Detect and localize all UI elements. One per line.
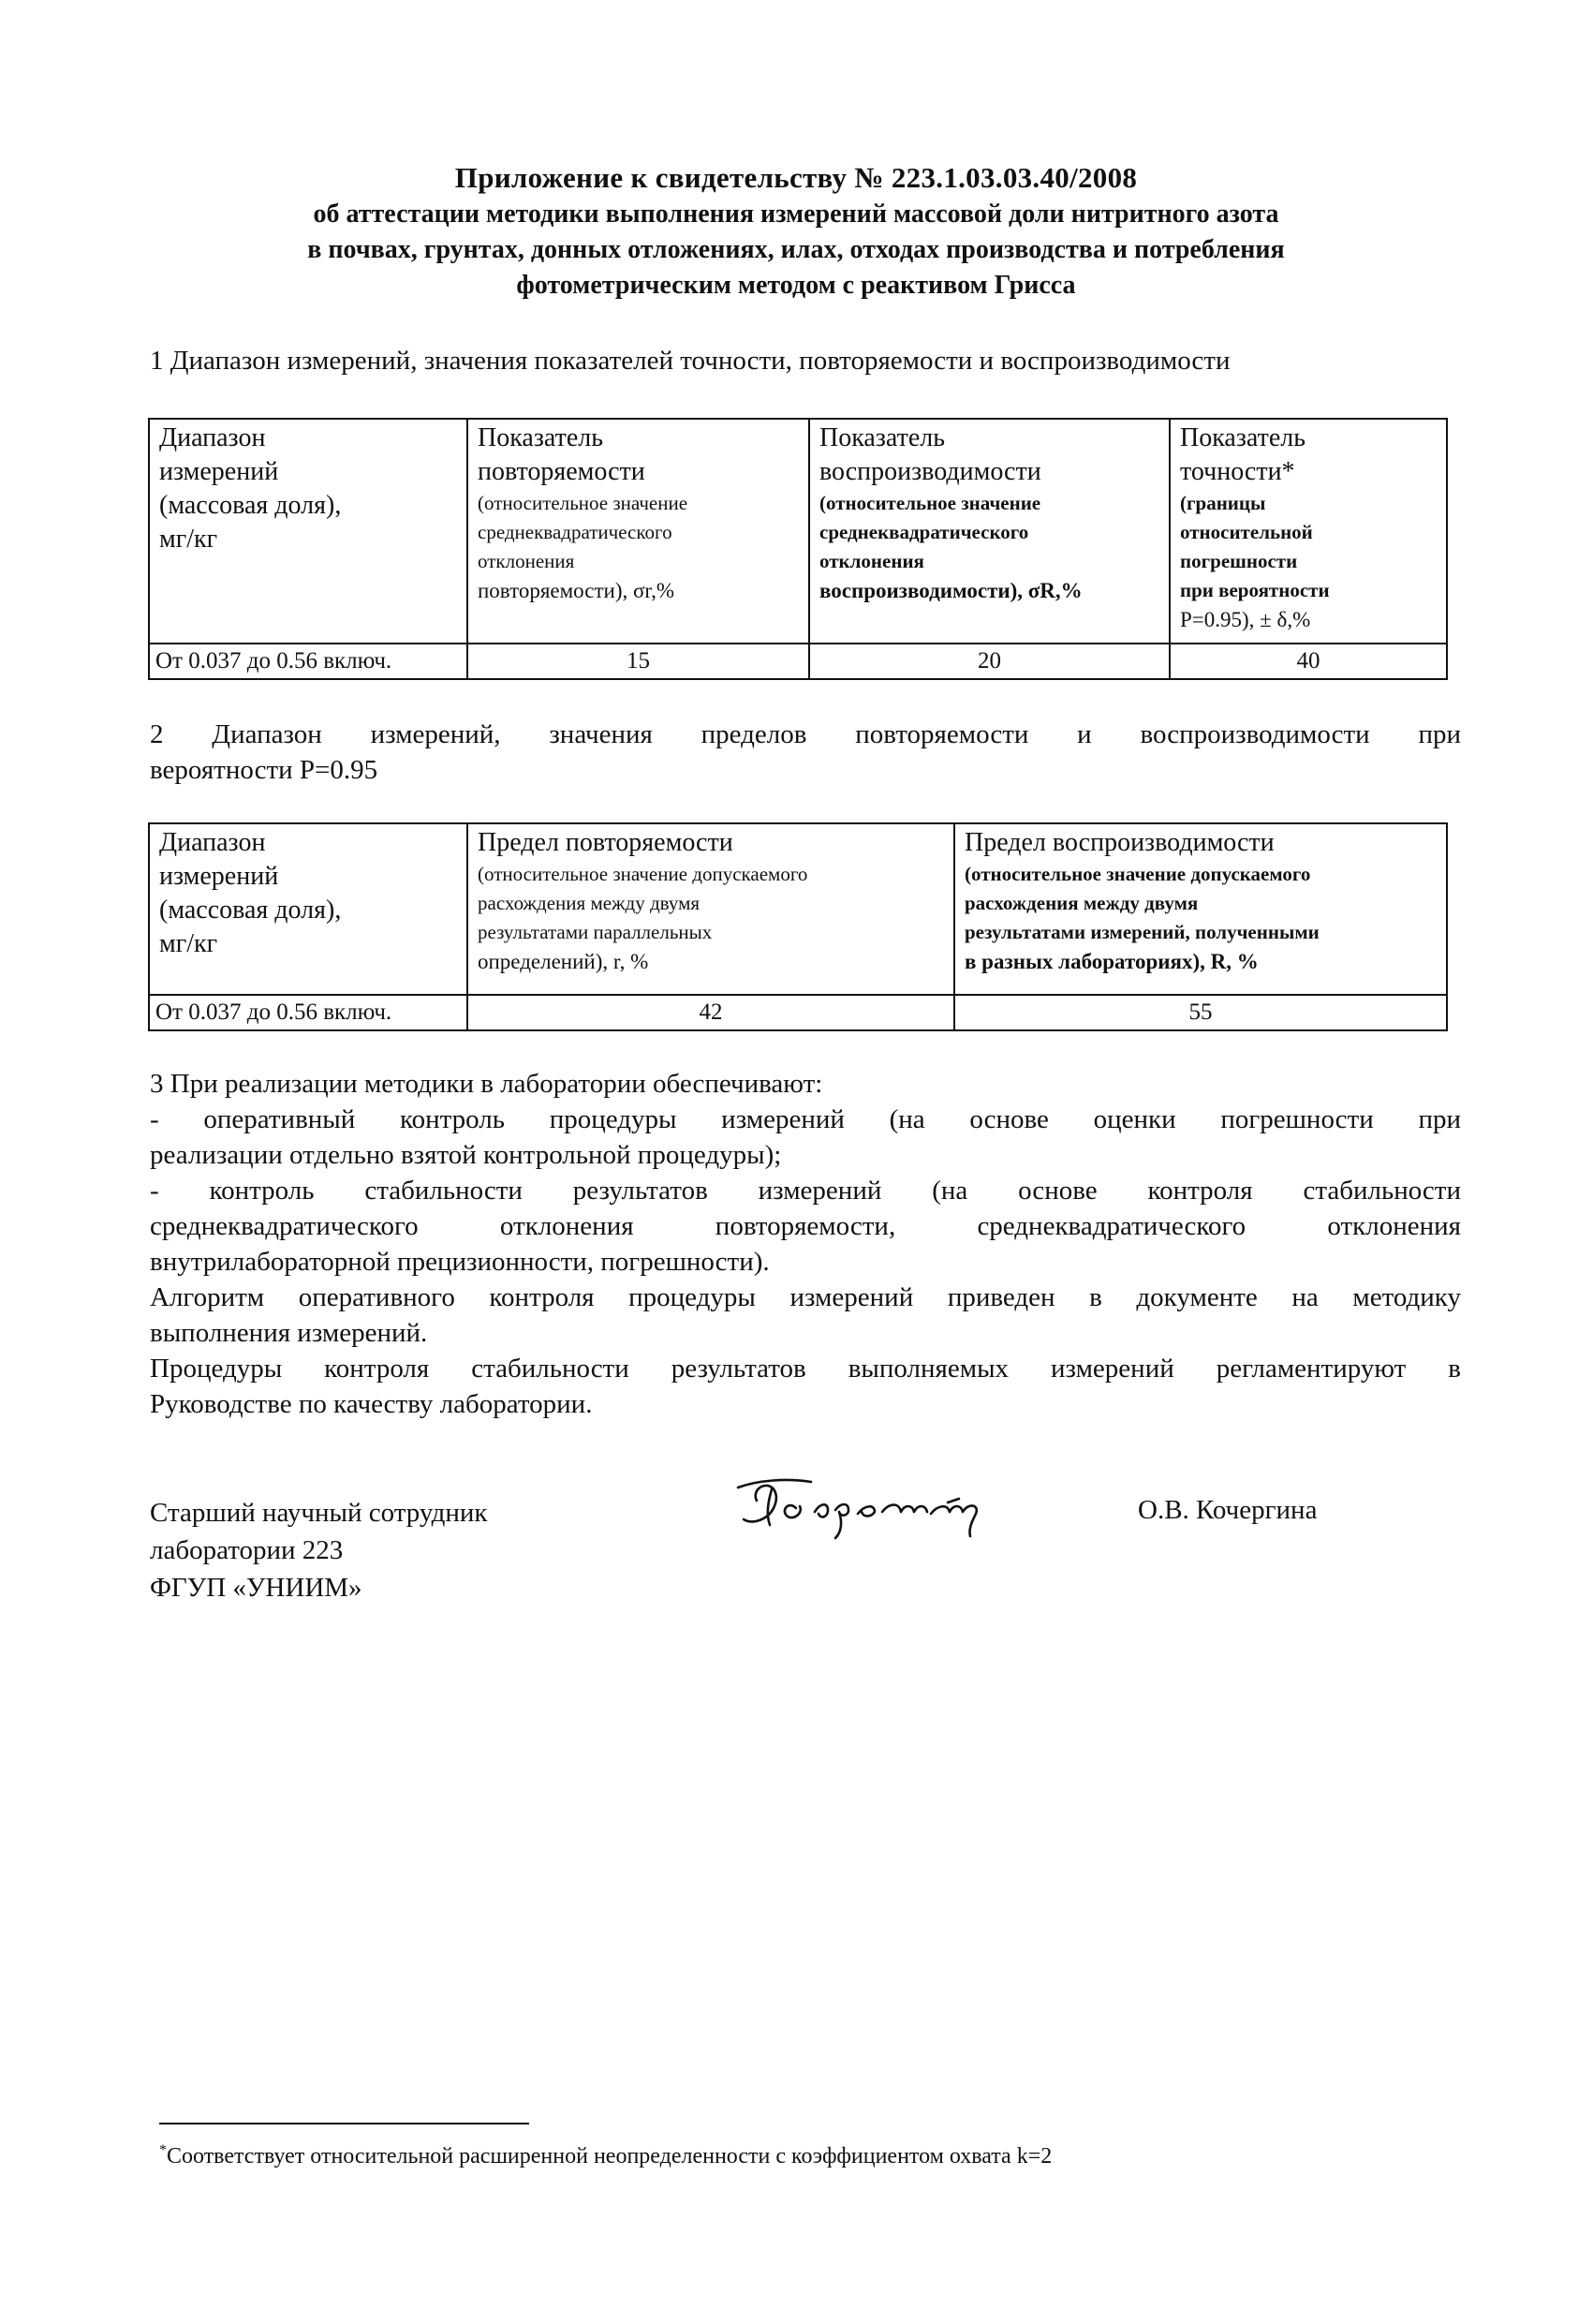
cell-subtext: воспроизводимости), σR,%: [819, 579, 1083, 602]
cell-subtext: (границы: [1180, 492, 1266, 514]
footnote-marker: *: [159, 2142, 167, 2158]
table-row: [149, 644, 1447, 679]
cell-subtext: результатами параллельных: [478, 921, 713, 943]
cell-text: Предел повторяемости: [478, 828, 733, 857]
section3-line: внутрилабораторной прецизионности, погрешности).: [150, 1247, 770, 1277]
cell-text: измерений: [159, 862, 279, 891]
cell-subtext: относительной: [1180, 521, 1313, 543]
cell-text: (массовая доля),: [159, 896, 342, 925]
cell-repeatability: 15: [467, 644, 809, 679]
section3-line: Процедуры контроля стабильности результатов выполняемых измерений регламентируют в: [150, 1354, 1461, 1384]
header-cell-repeatability-limit: [467, 823, 954, 995]
cell-subtext: (относительное значение: [478, 492, 688, 514]
section3-line: Руководстве по качеству лаборатории.: [150, 1389, 593, 1419]
section3-line: выполнения измерений.: [150, 1318, 428, 1348]
cell-text: воспроизводимости: [819, 457, 1041, 486]
cell-range: От 0.037 до 0.56 включ.: [149, 995, 467, 1030]
table-limits: [148, 822, 1448, 1031]
cell-r: 42: [467, 995, 954, 1030]
cell-text: (массовая доля),: [159, 491, 342, 520]
cell-text: Диапазон: [159, 828, 266, 857]
handwritten-signature: [730, 1471, 1049, 1546]
header-line-3: в почвах, грунтах, донных отложениях, илах, отходах производства и потребления: [307, 235, 1285, 264]
cell-subtext: погрешности: [1180, 550, 1298, 572]
cell-text: Показатель: [478, 423, 603, 452]
cell-subtext: среднеквадратического: [478, 521, 672, 543]
header-cell-range: [149, 419, 467, 644]
cell-subtext: P=0.95), ± δ,%: [1180, 608, 1311, 631]
cell-subtext: расхождения между двумя: [965, 892, 1199, 914]
cell-text: Предел воспроизводимости: [965, 828, 1275, 857]
signatory-name: О.В. Кочергина: [1138, 1495, 1318, 1525]
section2-title-line1: 2 Диапазон измерений, значения пределов повторяемости и воспроизводимости при: [150, 719, 1461, 749]
section3-line: 3 При реализации методики в лаборатории обеспечивают:: [150, 1069, 823, 1099]
header-line-4: фотометрическим методом с реактивом Грисса: [516, 271, 1076, 300]
cell-subtext: результатами измерений, полученными: [965, 921, 1320, 943]
cell-subtext: отклонения: [819, 550, 924, 572]
section3-line: - оперативный контроль процедуры измерений (на основе оценки погрешности при: [150, 1104, 1461, 1134]
cell-text: Показатель: [1180, 423, 1305, 452]
header-line-2: об аттестации методики выполнения измерений массовой доли нитритного азота: [313, 200, 1279, 229]
position-line: Старший научный сотрудник: [150, 1498, 488, 1528]
table-header-row: [149, 419, 1447, 644]
cell-subtext: при вероятности: [1180, 579, 1330, 601]
footnote-separator: [159, 2123, 529, 2124]
cell-R: 55: [954, 995, 1447, 1030]
cell-subtext: повторяемости), σr,%: [478, 579, 675, 602]
signatory-position: [150, 1494, 487, 1606]
cell-reproducibility: 20: [809, 644, 1170, 679]
header-cell-range: [149, 823, 467, 995]
cell-range: От 0.037 до 0.56 включ.: [149, 644, 467, 679]
cell-subtext: (относительное значение допускаемого: [965, 863, 1311, 885]
cell-text: повторяемости: [478, 457, 645, 486]
header-title: Приложение к свидетельству № 223.1.03.03.40/2008: [454, 161, 1138, 194]
cell-text: мг/кг: [159, 525, 218, 554]
table-row: [149, 995, 1447, 1030]
cell-subtext: среднеквадратического: [819, 521, 1029, 543]
section3-line: Алгоритм оперативного контроля процедуры измерений приведен в документе на методику: [150, 1282, 1461, 1312]
header-cell-repeatability: [467, 419, 809, 644]
position-line: лаборатории 223: [150, 1535, 344, 1565]
position-line: ФГУП «УНИИМ»: [150, 1573, 362, 1603]
cell-text: измерений: [159, 457, 279, 486]
section2-title-line2: вероятности P=0.95: [150, 755, 378, 785]
cell-accuracy: 40: [1170, 644, 1447, 679]
cell-text: Показатель: [819, 423, 945, 452]
section3-line: - контроль стабильности результатов измерений (на основе контроля стабильности: [150, 1176, 1461, 1206]
cell-subtext: в разных лабораториях), R, %: [965, 950, 1259, 973]
cell-text: точности*: [1180, 457, 1295, 486]
cell-subtext: отклонения: [478, 550, 575, 572]
cell-text: мг/кг: [159, 929, 218, 958]
cell-subtext: определений), r, %: [478, 950, 649, 973]
header-cell-accuracy: [1170, 419, 1447, 644]
document-header: [131, 159, 1461, 303]
section3-line: среднеквадратического отклонения повторяемости, среднеквадратического отклонения: [150, 1211, 1461, 1241]
header-cell-reproducibility: [809, 419, 1170, 644]
cell-subtext: (относительное значение: [819, 492, 1041, 514]
table-accuracy: [148, 418, 1448, 680]
table-header-row: [149, 823, 1447, 995]
footnote: [159, 2136, 1052, 2171]
cell-text: Диапазон: [159, 423, 266, 452]
cell-subtext: расхождения между двумя: [478, 892, 701, 914]
section3-line: реализации отдельно взятой контрольной процедуры);: [150, 1140, 782, 1170]
header-cell-reproducibility-limit: [954, 823, 1447, 995]
section3: [150, 1066, 1461, 1422]
footnote-text: Соответствует относительной расширенной неопределенности с коэффициентом охвата k=2: [167, 2144, 1053, 2169]
section1-title: 1 Диапазон измерений, значения показателей точности, повторяемости и воспроизводимости: [150, 346, 1231, 376]
cell-subtext: (относительное значение допускаемого: [478, 863, 808, 885]
